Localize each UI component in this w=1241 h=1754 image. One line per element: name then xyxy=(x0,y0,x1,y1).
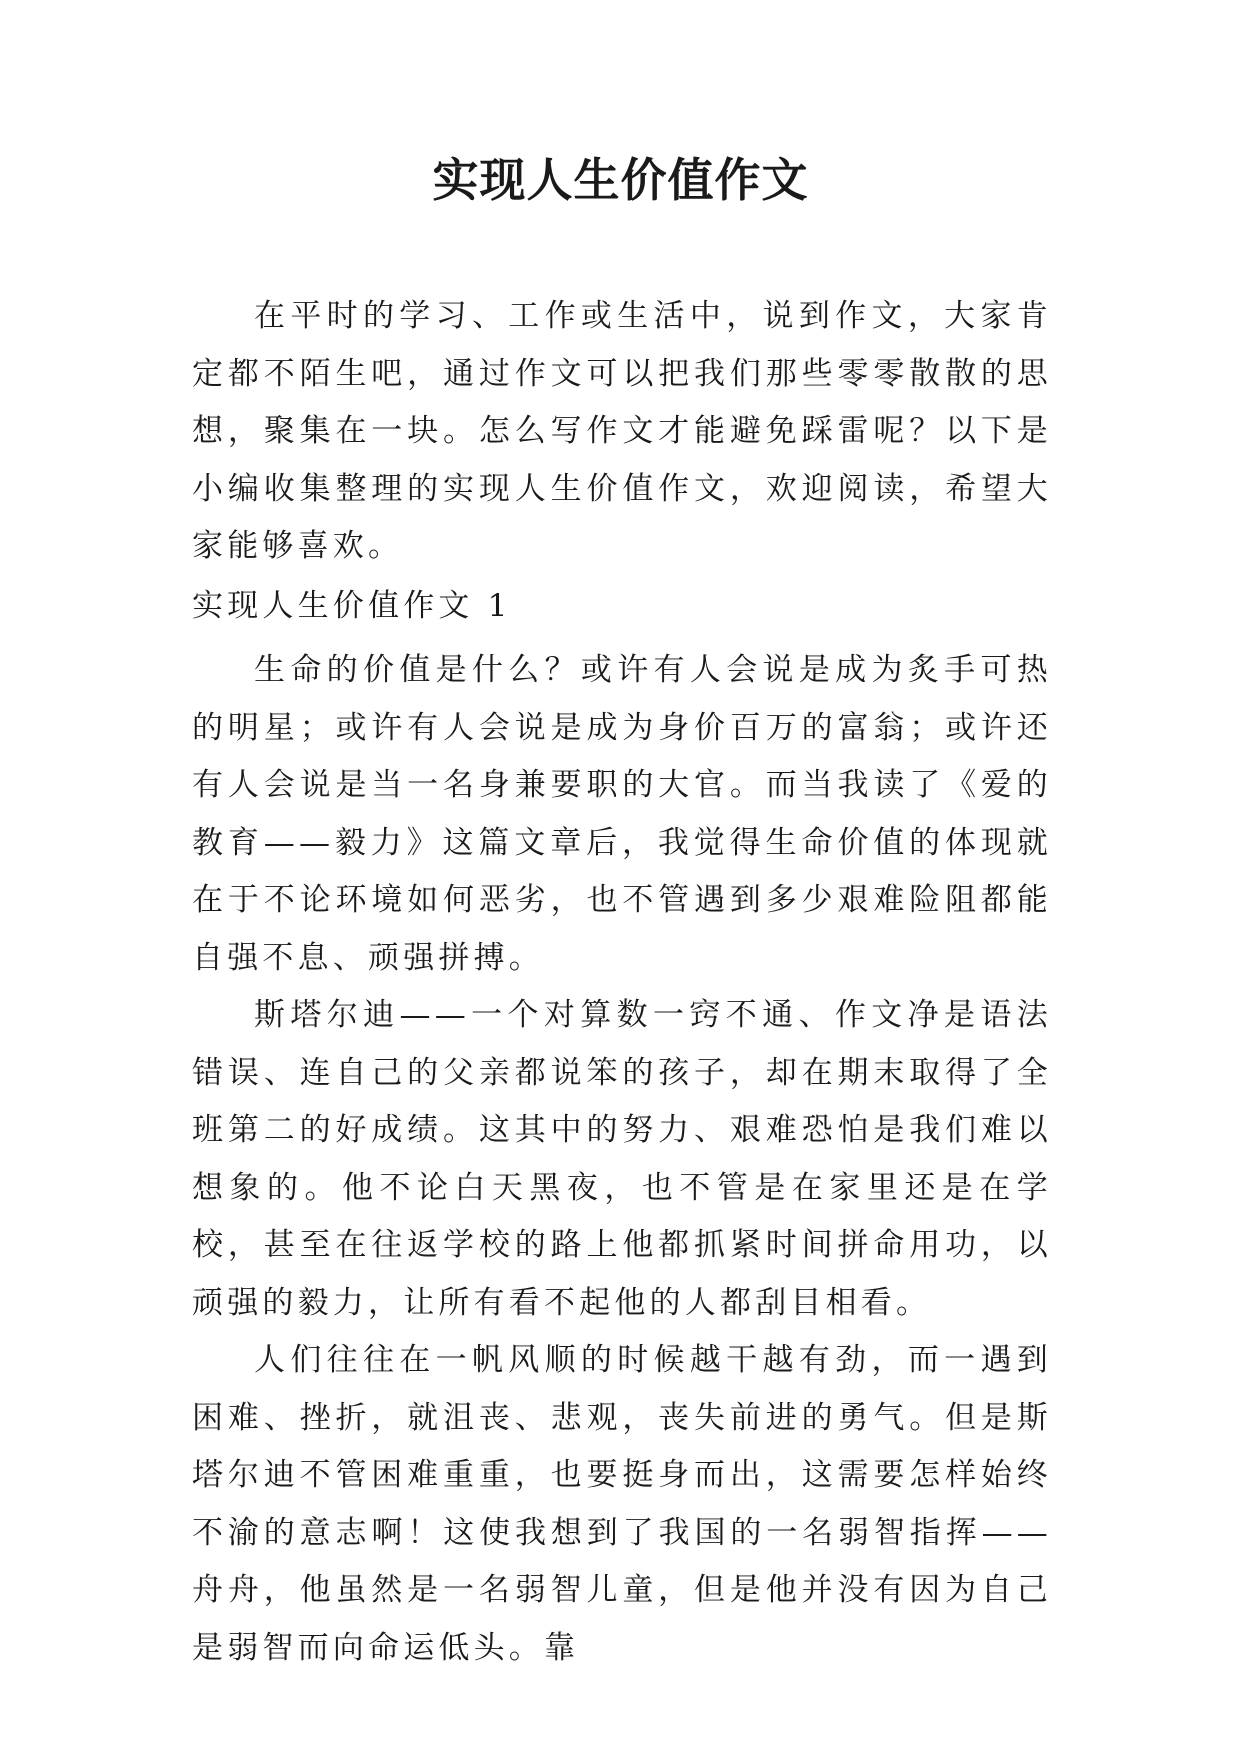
document-title: 实现人生价值作文 xyxy=(432,153,809,207)
intro-paragraph: 在平时的学习、工作或生活中，说到作文，大家肯定都不陌生吧，通过作文可以把我们那些零零散散的思想，聚集在一块。怎么写作文才能避免踩雷呢？以下是小编收集整理的实现人生价值作文，欢迎阅读，希望大家能够喜欢。 xyxy=(192,298,1052,564)
essay-paragraph-1: 生命的价值是什么？或许有人会说是成为炙手可热的明星；或许有人会说是成为身价百万的富翁；或许还有人会说是当一名身兼要职的大官。而当我读了《爱的教育——毅力》这篇文章后，我觉得生命价值的体现就在于不论环境如何恶劣，也不管遇到多少艰难险阻都能自强不息、顽强拼搏。 xyxy=(192,652,1052,976)
section-heading: 实现人生价值作文 1 xyxy=(192,588,512,624)
essay-body xyxy=(192,642,1052,1677)
essay-paragraph-3: 人们往往在一帆风顺的时候越干越有劲，而一遇到困难、挫折，就沮丧、悲观，丧失前进的勇气。但是斯塔尔迪不管困难重重，也要挺身而出，这需要怎样始终不渝的意志啊！这使我想到了我国的一名弱智指挥——舟舟，他虽然是一名弱智儿童，但是他并没有因为自己是弱智而向命运低头。靠 xyxy=(192,1342,1052,1666)
intro-block xyxy=(192,288,1052,576)
essay-paragraph-2: 斯塔尔迪——一个对算数一窍不通、作文净是语法错误、连自己的父亲都说笨的孩子，却在期末取得了全班第二的好成绩。这其中的努力、艰难恐怕是我们难以想象的。他不论白天黑夜，也不管是在家里还是在学校，甚至在往返学校的路上他都抓紧时间拼命用功，以顽强的毅力，让所有看不起他的人都刮目相看。 xyxy=(192,997,1052,1321)
